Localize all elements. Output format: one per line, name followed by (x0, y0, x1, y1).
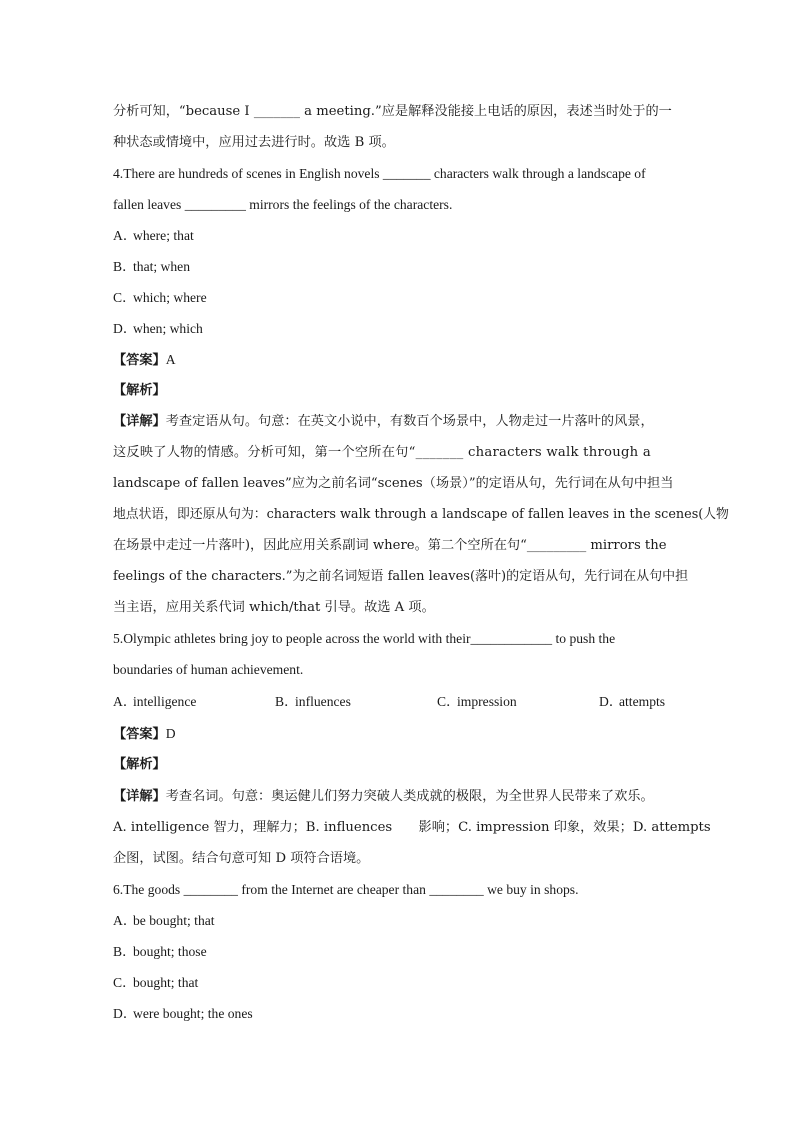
option-letter: D． (113, 321, 137, 336)
option-letter: D． (599, 694, 623, 709)
answer-line (113, 725, 176, 744)
question-5-stem-cont: boundaries of human achievement. (113, 662, 304, 677)
option-text: impression (457, 694, 517, 709)
detail-text: 考查定语从句。句意：在英文小说中，有数百个场景中，人物走过一片落叶的风景， (165, 414, 654, 429)
analysis-tag: 【解析】 (113, 757, 166, 772)
detail-line (113, 413, 654, 431)
answer-line (113, 351, 176, 370)
detail-line: landscape of fallen leaves”应为之前名词“scenes（场景）”的定语从句，先行词在从句中担当 (113, 476, 674, 491)
option-text: were bought; the ones (133, 1006, 253, 1021)
option-text: influences (295, 694, 351, 709)
detail-text: 考查名词。句意：奥运健儿们努力突破人类成就的极限，为全世界人民带来了欢乐。 (165, 789, 654, 804)
option-text: attempts (619, 694, 666, 709)
option-a (113, 227, 194, 245)
option-d (113, 1005, 253, 1023)
detail-tag: 【详解】 (113, 414, 166, 429)
option-letter: C． (113, 975, 136, 990)
detail-line: 在场景中走过一片落叶)，因此应用关系副词 where。第二个空所在句“_________ mirrors the (113, 538, 667, 553)
option-c (113, 289, 207, 307)
option-text: when; which (133, 321, 203, 336)
option-a (113, 693, 196, 711)
option-d (599, 693, 665, 711)
option-text: intelligence (133, 694, 197, 709)
detail-line: 地点状语，即还原从句为：characters walk through a landscape of fallen leaves in the scenes(人物 (113, 507, 729, 522)
detail-line: 这反映了人物的情感。分析可知，第一个空所在句“_______ characters walk through a (113, 445, 651, 460)
option-letter: A． (113, 228, 137, 243)
detail-line: A. intelligence 智力，理解力；B. influences 影响；C. impression 印象，效果；D. attempts (113, 820, 711, 835)
option-text: bought; those (133, 944, 207, 959)
option-letter: B． (113, 944, 136, 959)
option-text: bought; that (133, 975, 199, 990)
analysis-heading (113, 382, 166, 400)
answer-tag: 【答案】 (113, 353, 166, 368)
detail-line: feelings of the characters.”为之前名词短语 fallen leaves(落叶)的定语从句，先行词在从句中担 (113, 569, 689, 584)
paragraph-text: 种状态或情境中，应用过去进行时。故选 B 项。 (113, 135, 395, 150)
question-6-stem: 6.The goods ________ from the Internet are cheaper than ________ we buy in shops. (113, 882, 579, 897)
option-text: where; that (133, 228, 194, 243)
option-b (275, 693, 351, 711)
option-text: that; when (133, 259, 191, 274)
question-4-stem: 4.There are hundreds of scenes in English novels _______ characters walk through a landscape of (113, 166, 646, 181)
option-c (113, 974, 198, 992)
option-a (113, 912, 215, 930)
option-letter: C． (113, 290, 136, 305)
option-letter: B． (275, 694, 298, 709)
option-text: which; where (133, 290, 207, 305)
option-b (113, 258, 190, 276)
answer-tag: 【答案】 (113, 727, 166, 742)
analysis-tag: 【解析】 (113, 383, 166, 398)
option-letter: A． (113, 913, 137, 928)
option-letter: A． (113, 694, 137, 709)
detail-tag: 【详解】 (113, 789, 166, 804)
option-letter: C． (437, 694, 460, 709)
detail-line: 当主语，应用关系代词 which/that 引导。故选 A 项。 (113, 600, 435, 615)
answer-value: D (165, 726, 176, 741)
question-5-stem: 5.Olympic athletes bring joy to people across the world with their____________ to push the (113, 631, 616, 646)
detail-line: 企图，试图。结合句意可知 D 项符合语境。 (113, 851, 370, 866)
answer-value: A (165, 352, 176, 367)
option-letter: D． (113, 1006, 137, 1021)
option-c (437, 693, 517, 711)
detail-line (113, 788, 654, 806)
option-d (113, 320, 203, 338)
paragraph-text: 分析可知，“because I _______ a meeting.”应是解释没能接上电话的原因，表述当时处于的一 (113, 104, 672, 119)
option-b (113, 943, 207, 961)
option-letter: B． (113, 259, 136, 274)
analysis-heading (113, 756, 166, 774)
option-text: be bought; that (133, 913, 215, 928)
question-4-stem-cont: fallen leaves _________ mirrors the feelings of the characters. (113, 197, 453, 212)
